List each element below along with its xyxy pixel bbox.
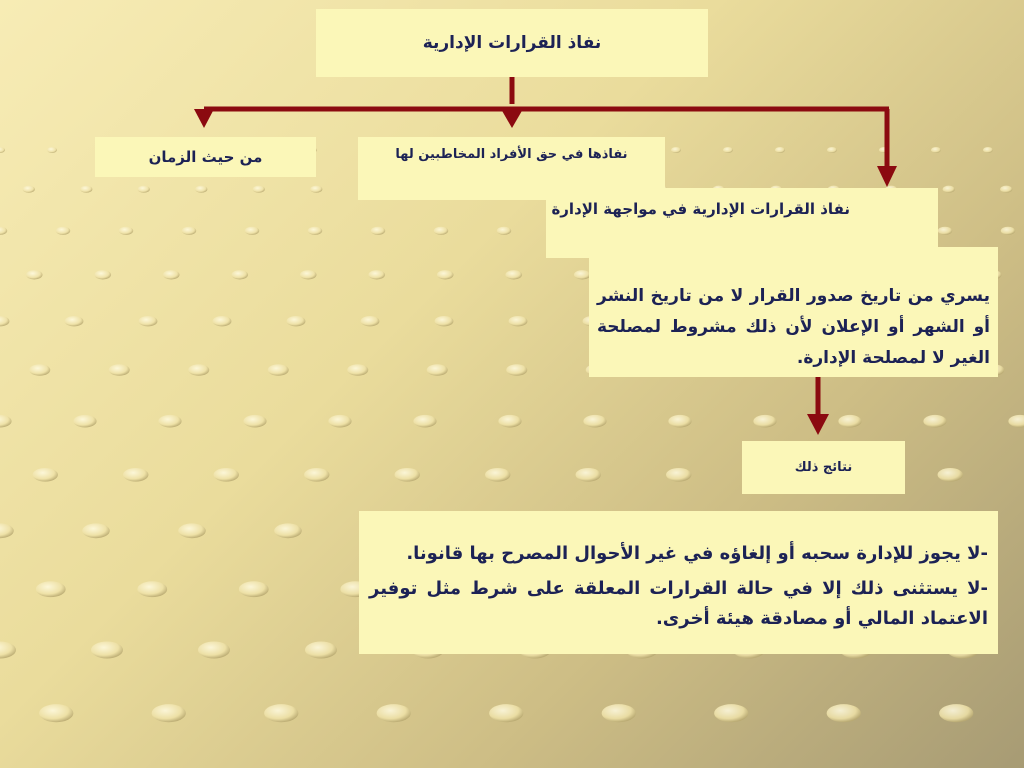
arrow-to-results [807,414,829,435]
results-box [359,511,998,654]
branch-time-box [95,137,316,177]
description-box [589,247,998,377]
results-label: نتائج ذلك [794,460,853,475]
arrow-to-time [194,109,214,128]
title-box [316,9,708,77]
result-item-2: -لا يستثنى ذلك إلا في حالة القرارات المعلقة على شرط مثل توفير الاعتماد المالي أو مصادقة هيئة أخرى. [369,578,988,629]
diagram-title: نفاذ القرارات الإدارية [422,33,602,53]
result-item-1: -لا يجوز للإدارة سحبه أو إلغاؤه في غير الأحوال المصرح بها قانونا. [406,543,988,564]
description-text: يسري من تاريخ صدور القرار لا من تاريخ النشر أو الشهر أو الإعلان لأن ذلك مشروط لمصلحة الغير لا لمصلحة الإدارة. [597,286,990,368]
branch-administration-label: نفاذ القرارات الإدارية في مواجهة الإدارة [551,200,850,218]
branch-individuals-label: نفاذها في حق الأفراد المخاطبين لها [395,147,628,162]
arrow-to-individuals [501,109,523,128]
arrow-to-administration [877,166,897,187]
results-label-box [742,441,905,494]
branch-time-label: من حيث الزمان [148,148,263,166]
